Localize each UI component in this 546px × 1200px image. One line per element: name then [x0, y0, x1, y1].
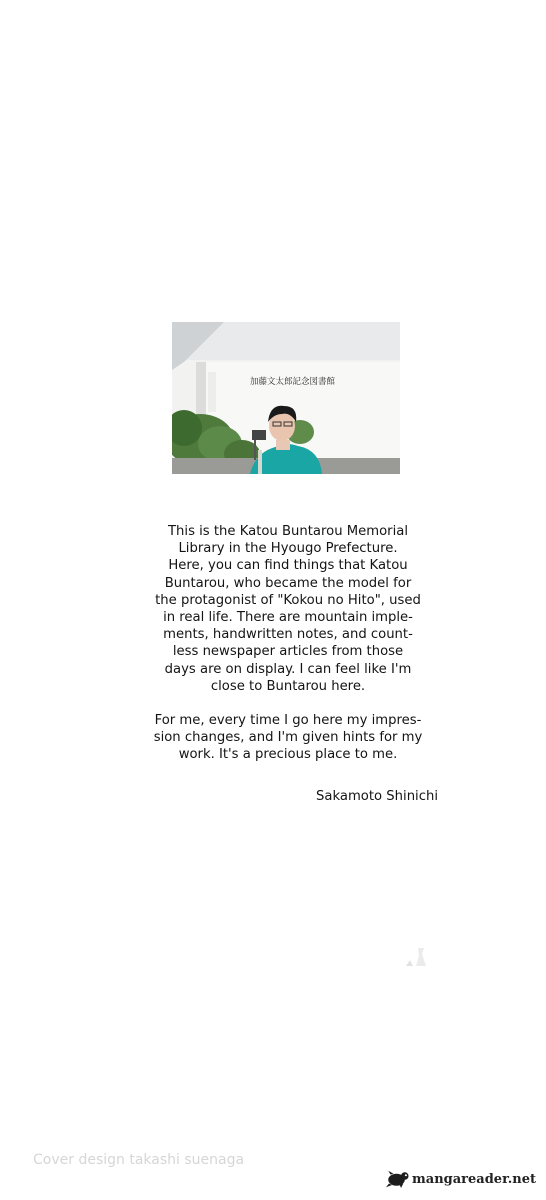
author-signature: Sakamoto Shinichi — [316, 789, 438, 804]
site-watermark — [386, 1166, 536, 1192]
text-line: Buntarou, who became the model for — [164, 575, 412, 591]
mangareader-logo-icon — [386, 1167, 410, 1191]
library-photo — [172, 322, 400, 474]
paragraph-2 — [118, 712, 458, 764]
text-line: close to Buntarou here. — [210, 678, 366, 694]
text-line: sion changes, and I'm given hints for my — [153, 730, 423, 746]
text-line: in real life. There are mountain imple- — [163, 610, 413, 626]
cover-design-credit: Cover design takashi suenaga — [33, 1152, 245, 1168]
text-line: Library in the Hyougo Prefecture. — [178, 541, 398, 557]
library-photo-illustration — [172, 322, 400, 474]
text-line: This is the Katou Buntarou Memorial — [168, 524, 408, 539]
text-line: For me, every time I go here my impres- — [154, 713, 422, 729]
faint-mark-icon — [404, 946, 430, 968]
watermark-text: mangareader.net — [412, 1171, 536, 1187]
paragraph-1 — [118, 523, 458, 695]
memorial-text — [118, 523, 458, 781]
text-line: ments, handwritten notes, and count- — [163, 627, 413, 643]
text-line: work. It's a precious place to me. — [178, 747, 398, 763]
text-line: the protagonist of "Kokou no Hito", used — [155, 592, 421, 608]
text-line: Here, you can find things that Katou — [168, 558, 408, 574]
building-sign-text: 加藤文太郎記念図書館 — [250, 377, 336, 387]
text-line: days are on display. I can feel like I'm — [164, 661, 412, 677]
text-line: less newspaper articles from those — [172, 644, 404, 660]
